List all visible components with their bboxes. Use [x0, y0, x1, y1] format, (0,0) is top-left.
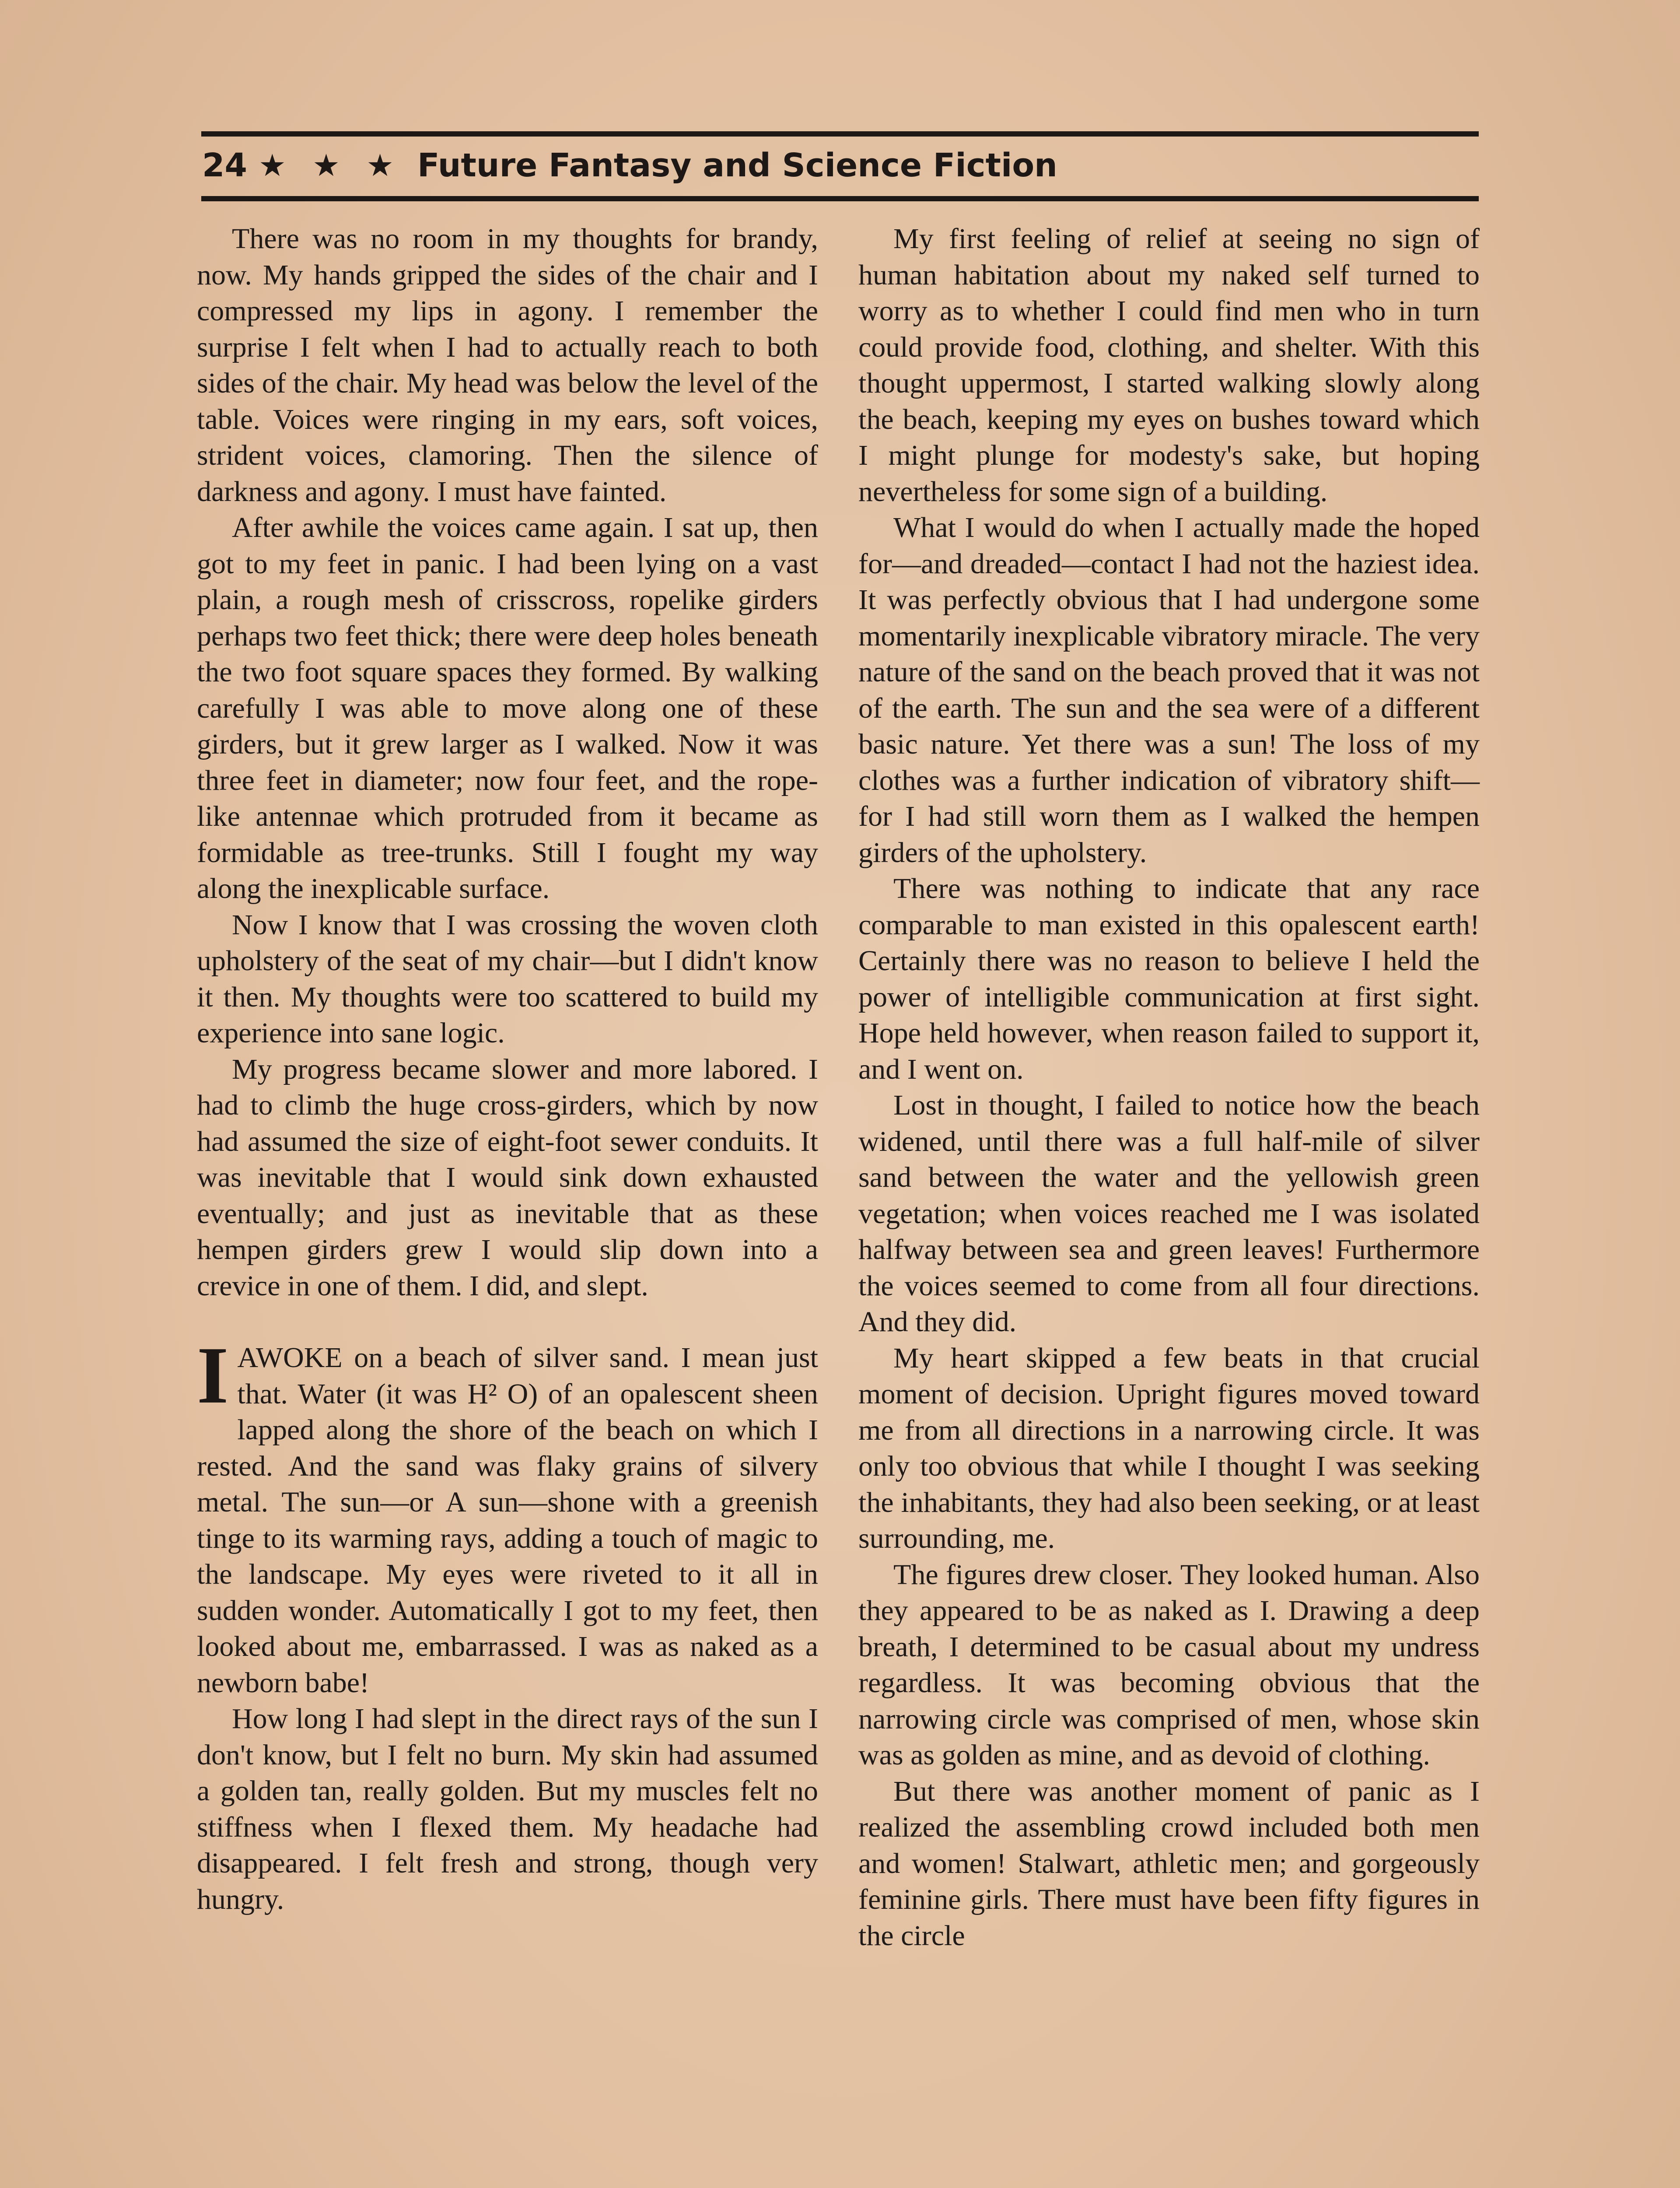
paragraph: What I would do when I actually made the hoped for—and dreaded—contact I had not the haziest idea. It was perfectly obvious that I had undergone some momentarily inexplicable vibratory miracle. The very nature of the sand on the beach proved that it was not of the earth. The sun and the sea were of a different basic nature. Yet there was a sun! The loss of my clothes was a further indication of vibratory shift—for I had still worn them as I walked the hempen girders of the upholstery.	[858, 512, 1480, 869]
header-bottom-rule	[201, 196, 1479, 201]
right-column	[858, 221, 1480, 1954]
paragraph: My heart skipped a few beats in that crucial moment of decision. Upright figures moved toward me from all directions in a narrowing circle. It was only too obvious that while I thought I was seeking the inhabitants, they had also been seeking, or at least surrounding, me.	[858, 1342, 1480, 1554]
paragraph: After awhile the voices came again. I sat up, then got to my feet in panic. I had been lying on a vast plain, a rough mesh of crisscross, ropelike girders perhaps two feet thick; there were deep holes beneath the two foot square spaces they formed. By walking carefully I was able to move along one of these girders, but it grew larger as I walked. Now it was three feet in diameter; now four feet, and the rope-like antennae which protruded from it became as formidable as tree-trunks. Still I fought my way along the inexplicable surface.	[197, 512, 818, 905]
paragraph: How long I had slept in the direct rays of the sun I don't know, but I felt no burn. My skin had assumed a golden tan, really golden. But my muscles felt no stiffness when I flexed them. My headache had disappeared. I felt fresh and strong, though very hungry.	[197, 1703, 818, 1915]
paragraph: There was nothing to indicate that any race comparable to man existed in this opalescent earth! Certainly there was no reason to believe I held the power of intelligible communication at first sight. Hope held however, when reason failed to support it, and I went on.	[858, 873, 1480, 1085]
paragraph: My progress became slower and more labored. I had to climb the huge cross-girders, which by now had assumed the size of eight-foot sewer conduits. It was inevitable that I would sink down exhausted eventually; and just as inevitable that as these hempen girders grew I would slip down into a crevice in one of them. I did, and slept.	[197, 1053, 818, 1302]
star-ornaments: ★ ★ ★	[258, 147, 402, 183]
magazine-title: Future Fantasy and Science Fiction	[417, 147, 1057, 184]
paragraph: Lost in thought, I failed to notice how the beach widened, until there was a full half-mile of silver sand between the water and the yellowish green vegetation; when voices reached me I was isolated halfway between sea and green leaves! Furthermore the voices seemed to come from all four directions. And they did.	[858, 1089, 1480, 1338]
paragraph: Now I know that I was crossing the woven cloth upholstery of the seat of my chair—but I didn't know it then. My thoughts were too scattered to build my experience into sane logic.	[197, 908, 818, 1049]
paragraph: My first feeling of relief at seeing no sign of human habitation about my naked self turned to worry as to whether I could find men who in turn could provide food, clothing, and shelter. With this thought uppermost, I started walking slowly along the beach, keeping my eyes on bushes toward which I might plunge for modesty's sake, but hoping nevertheless for some sign of a building.	[858, 223, 1480, 508]
left-column	[197, 221, 818, 1918]
header-top-rule	[201, 131, 1479, 137]
section-opening-paragraph	[197, 1330, 818, 1701]
drop-cap: I	[197, 1330, 229, 1420]
paragraph: The figures drew closer. They looked human. Also they appeared to be as naked as I. Drawing a deep breath, I determined to be casual about my undress regardless. It was becoming obvious that the narrowing circle was comprised of men, whose skin was as golden as mine, and as devoid of clothing.	[858, 1558, 1480, 1771]
section-opening-text: AWOKE on a beach of silver sand. I mean just that. Water (it was H² O) of an opalescent sheen lapped along the shore of the beach on which I rested. And the sand was flaky grains of silvery metal. The sun—or A sun—shone with a greenish tinge to its warming rays, adding a touch of magic to the landscape. My eyes were riveted to it all in sudden wonder. Automatically I got to my feet, then looked about me, embarrassed. I was as naked as a newborn babe!	[197, 1342, 818, 1699]
paragraph: There was no room in my thoughts for brandy, now. My hands gripped the sides of the chair and I compressed my lips in agony. I remember the surprise I felt when I had to actually reach to both sides of the chair. My head was below the level of the table. Voices were ringing in my ears, soft voices, strident voices, clamoring. Then the silence of darkness and agony. I must have fainted.	[197, 223, 818, 508]
paragraph: But there was another moment of panic as I realized the assembling crowd included both men and women! Stalwart, athletic men; and gorgeously feminine girls. There must have been fifty figures in the circle	[858, 1775, 1480, 1952]
running-header	[202, 139, 1057, 192]
page-number: 24	[202, 147, 247, 184]
